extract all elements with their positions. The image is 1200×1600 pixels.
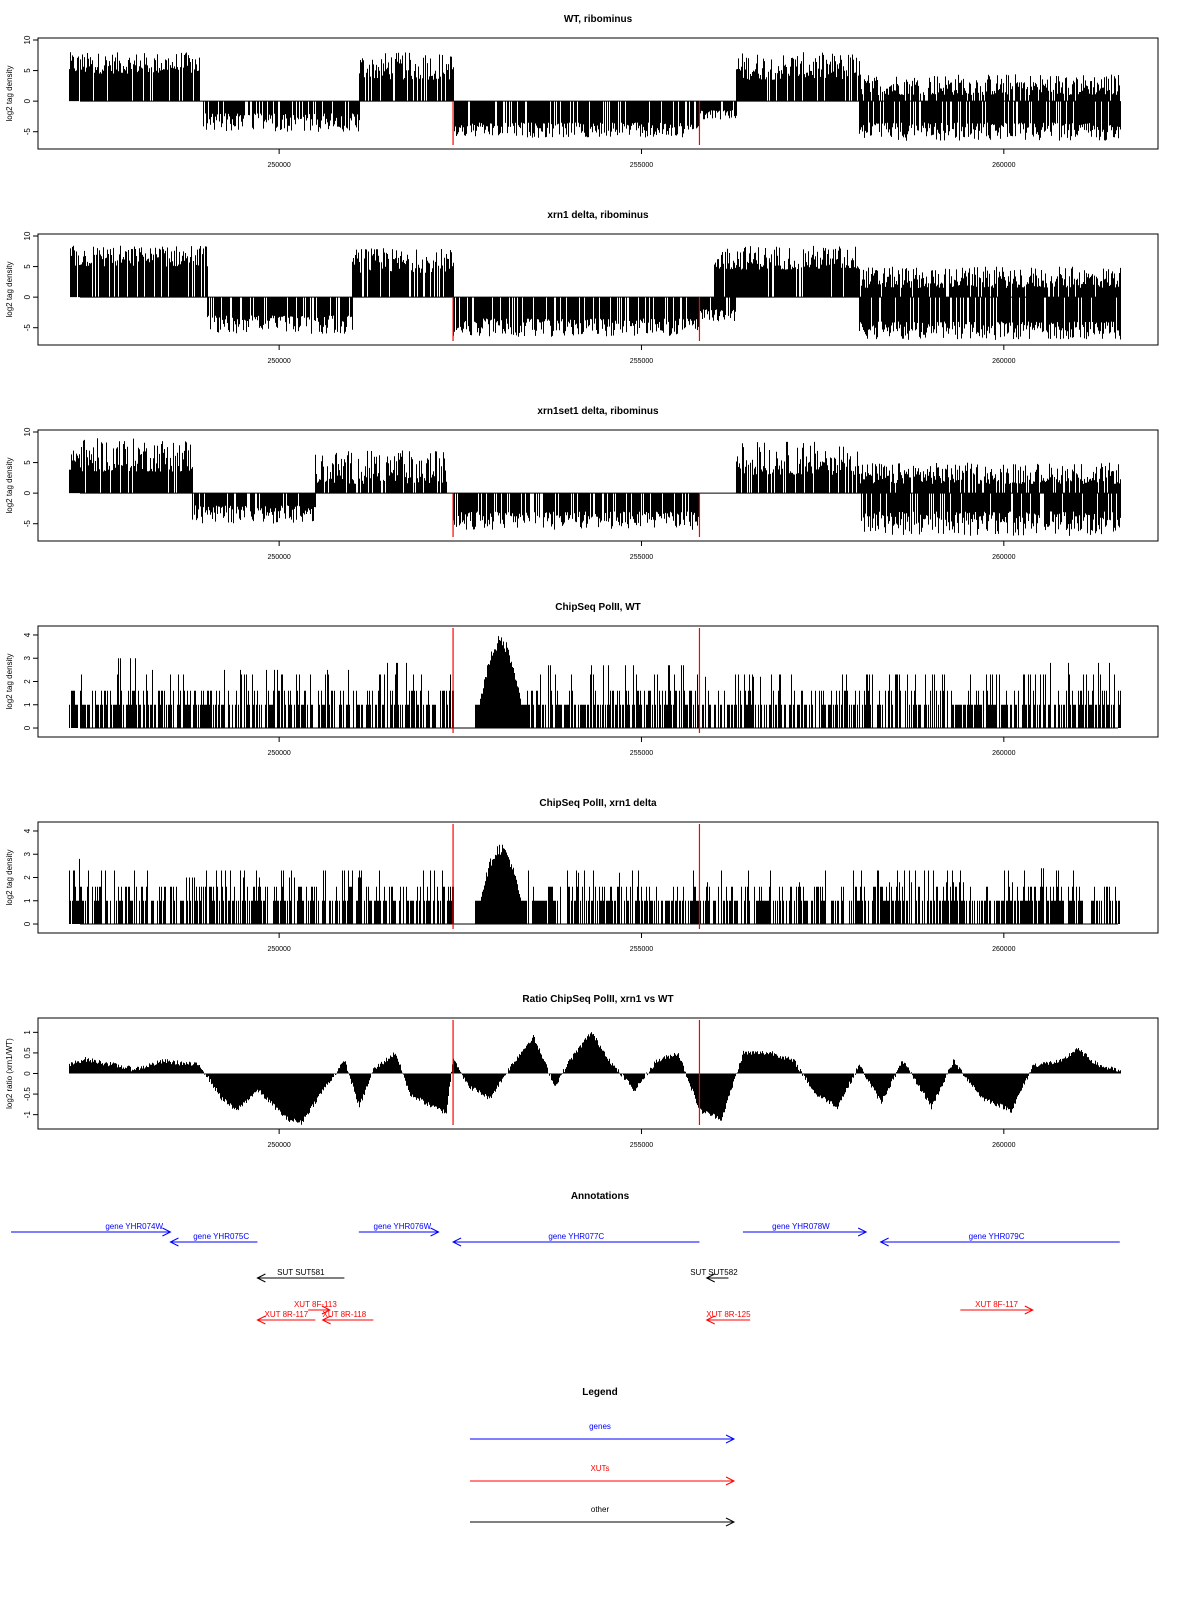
y-axis-label: log2 tag density xyxy=(5,849,14,906)
y-tick-label: 0 xyxy=(23,725,32,731)
x-tick-label: 255000 xyxy=(629,1142,654,1149)
annotation-label: gene YHR077C xyxy=(548,1232,605,1241)
y-tick-label: -5 xyxy=(23,520,32,528)
chart-panel xyxy=(5,14,1158,169)
x-tick-label: 255000 xyxy=(629,358,654,365)
annotation-label: gene YHR075C xyxy=(193,1232,250,1241)
legend-item-label: other xyxy=(590,1505,610,1514)
x-tick-label: 255000 xyxy=(629,554,654,561)
y-tick-label: -1 xyxy=(23,1111,32,1119)
y-tick-label: 1 xyxy=(23,702,32,707)
chart-title: ChipSeq PolII, xrn1 delta xyxy=(539,798,657,809)
chart-panel xyxy=(5,798,1158,953)
density-bars xyxy=(70,438,1121,536)
chart-title: xrn1 delta, ribominus xyxy=(547,210,649,221)
y-axis-label: log2 tag density xyxy=(5,457,14,514)
annotation-label: gene YHR076W xyxy=(373,1222,432,1231)
legend-item-label: genes xyxy=(589,1422,611,1431)
annotation-label: gene YHR079C xyxy=(968,1232,1025,1241)
annotation-label: XUT 8R-117 xyxy=(264,1310,309,1319)
x-tick-label: 250000 xyxy=(267,750,291,757)
y-tick-label: 1 xyxy=(23,898,32,903)
y-axis-label: log2 tag density xyxy=(5,261,14,318)
density-bars xyxy=(70,52,1121,140)
y-tick-label: 0 xyxy=(23,1071,32,1076)
y-tick-label: 0 xyxy=(23,98,32,104)
y-tick-label: 10 xyxy=(23,35,32,45)
chart-panel xyxy=(5,994,1158,1149)
x-tick-label: 260000 xyxy=(992,946,1016,953)
y-tick-label: 1 xyxy=(23,1030,32,1035)
legend-panel xyxy=(470,1387,734,1526)
x-tick-label: 260000 xyxy=(992,162,1016,169)
y-tick-label: 5 xyxy=(23,460,32,465)
chart-title: Ratio ChipSeq PolII, xrn1 vs WT xyxy=(522,994,674,1005)
x-tick-label: 255000 xyxy=(629,750,654,757)
y-axis-label: log2 ratio (xrn1/WT) xyxy=(5,1038,14,1109)
annotation-label: SUT SUT581 xyxy=(277,1268,325,1277)
y-tick-label: 5 xyxy=(23,68,32,73)
chart-title: ChipSeq PolII, WT xyxy=(555,602,641,613)
chart-title: xrn1set1 delta, ribominus xyxy=(537,406,659,417)
density-bars xyxy=(70,845,1120,924)
chart-panel xyxy=(5,602,1158,757)
y-axis-label: log2 tag density xyxy=(5,653,14,710)
chart-title: WT, ribominus xyxy=(563,14,633,25)
y-tick-label: 0 xyxy=(23,921,32,927)
annotation-label: XUT 8R-118 xyxy=(322,1310,367,1319)
ratio-area xyxy=(70,1032,1121,1125)
y-tick-label: 10 xyxy=(23,231,32,241)
x-tick-label: 260000 xyxy=(992,554,1016,561)
annotation-label: XUT 8F-117 xyxy=(975,1300,1018,1309)
annotation-label: gene YHR074W xyxy=(105,1222,164,1231)
y-tick-label: -0.5 xyxy=(23,1087,32,1101)
y-tick-label: 10 xyxy=(23,427,32,437)
legend-item-label: XUTs xyxy=(590,1464,610,1473)
annotations-panel xyxy=(11,1191,1120,1324)
y-tick-label: 5 xyxy=(23,264,32,269)
annotation-label: gene YHR078W xyxy=(772,1222,830,1231)
annotation-label: SUT SUT582 xyxy=(690,1268,738,1277)
x-tick-label: 260000 xyxy=(992,750,1016,757)
y-axis-label: log2 tag density xyxy=(5,65,14,122)
y-tick-label: 3 xyxy=(23,852,32,857)
annotation-label: XUT 8R-125 xyxy=(706,1310,751,1319)
y-tick-label: -5 xyxy=(23,324,32,332)
y-tick-label: 4 xyxy=(23,632,32,638)
y-tick-label: 0 xyxy=(23,294,32,300)
x-tick-label: 255000 xyxy=(629,946,654,953)
x-tick-label: 250000 xyxy=(267,946,291,953)
y-tick-label: 3 xyxy=(23,656,32,661)
density-bars xyxy=(71,246,1121,340)
y-tick-label: 4 xyxy=(23,828,32,834)
x-tick-label: 250000 xyxy=(267,358,291,365)
y-tick-label: 2 xyxy=(23,679,32,684)
y-tick-label: -5 xyxy=(23,128,32,136)
y-tick-label: 0.5 xyxy=(23,1047,32,1059)
annotation-label: XUT 8F-113 xyxy=(293,1300,337,1309)
x-tick-label: 250000 xyxy=(267,1142,291,1149)
y-tick-label: 2 xyxy=(23,875,32,880)
legend-title: Legend xyxy=(582,1387,618,1398)
x-tick-label: 260000 xyxy=(992,1142,1016,1149)
chart-panel xyxy=(5,210,1158,365)
annotations-title: Annotations xyxy=(570,1191,630,1202)
x-tick-label: 250000 xyxy=(267,554,291,561)
x-tick-label: 250000 xyxy=(267,162,291,169)
density-bars xyxy=(70,636,1121,728)
chart-panel xyxy=(5,406,1158,561)
x-tick-label: 260000 xyxy=(992,358,1016,365)
x-tick-label: 255000 xyxy=(629,162,654,169)
y-tick-label: 0 xyxy=(23,490,32,496)
